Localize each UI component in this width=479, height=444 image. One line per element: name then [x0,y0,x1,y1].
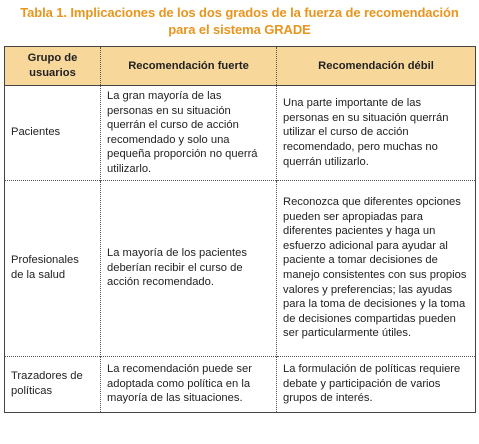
cell-group: Profesionales de la salud [5,180,101,356]
table-row [5,180,476,356]
cell-strong: La recomendación puede ser adoptada como política en la mayoría de las situaciones. [101,356,277,412]
cell-weak: Una parte importante de las personas en su situación querrán utilizar el curso de acción recomendado, pero muchas no querrán utilizarlo. [277,86,476,181]
cell-weak: Reconozca que diferentes opciones pueden ser apropiadas para diferentes pacientes y haga un esfuerzo adicional para ayudar al paciente a tomar decisiones de manejo consistentes con sus propios valores y preferencias; las ayudas para la toma de decisiones y la toma de decisiones compartidas pueden ser particularmente útiles. [277,180,476,356]
table-caption-line-1: Tabla 1. Implicaciones de los dos grados de la fuerza de recomendación [20,5,459,20]
header-weak-recommendation: Recomendación débil [277,47,476,86]
table-row [5,86,476,181]
header-user-group: Grupo de usuarios [5,47,101,86]
cell-group: Trazadores de políticas [5,356,101,412]
cell-group: Pacientes [11,126,61,139]
cell-weak: La formulación de políticas requiere debate y participación de varios grupos de interés. [277,356,476,412]
cell-strong: La mayoría de los pacientes deberían recibir el curso de acción recomendado. [101,180,277,356]
table-row [5,356,476,412]
cell-strong: La gran mayoría de las personas en su situación querrán el curso de acción recomendado y solo una pequeña proporción no querrá utilizarlo. [101,86,277,181]
header-strong-recommendation: Recomendación fuerte [101,47,277,86]
table-header-row [5,47,476,86]
table-caption [4,4,475,38]
recommendation-table [4,46,476,413]
table-caption-line-2: para el sistema GRADE [168,22,311,37]
